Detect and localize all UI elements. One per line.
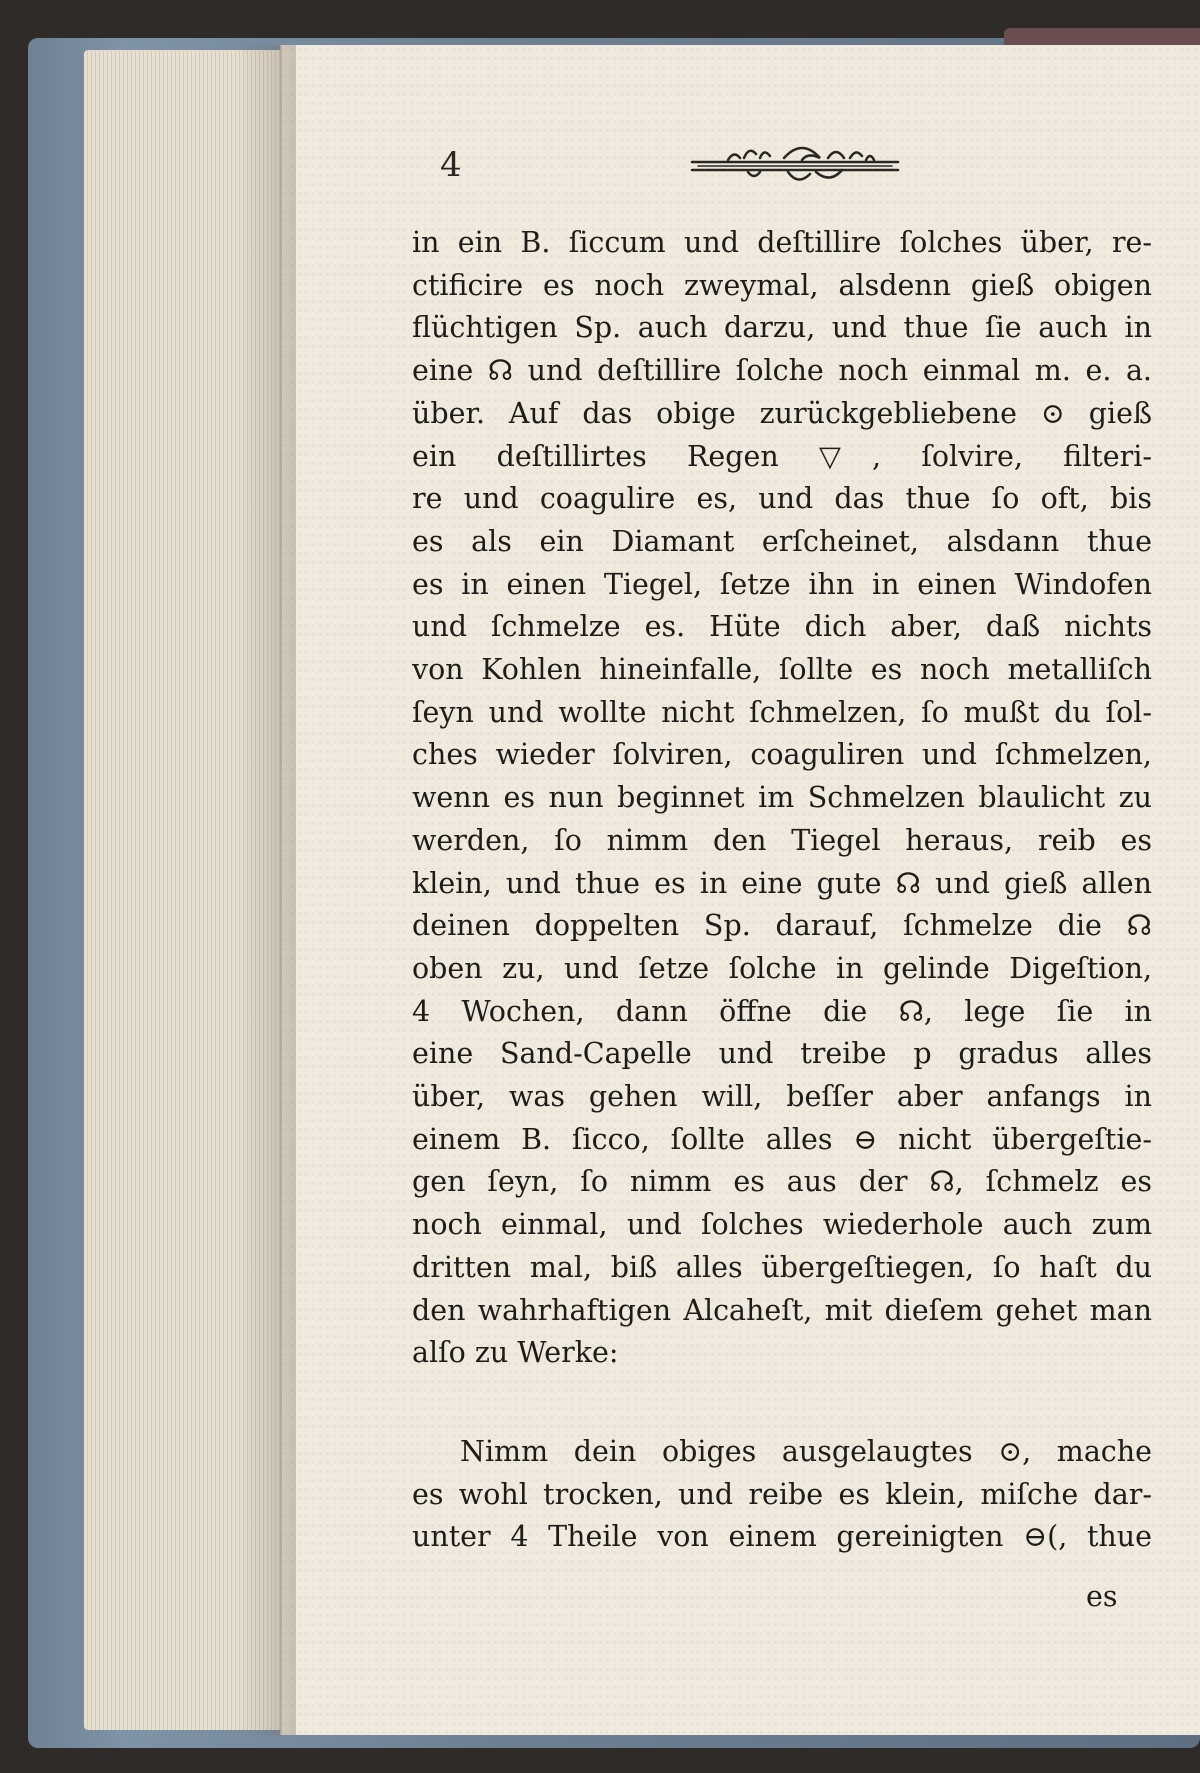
- text-line: einem B. ſicco, ſollte alles ⊖ nicht übergeſtie-: [412, 1122, 1152, 1156]
- text-line: über, was gehen will, beſſer aber anfangs in: [412, 1080, 1152, 1114]
- text-line: ches wieder ſolviren, coaguliren und ſchmelzen,: [412, 738, 1152, 772]
- text-line: flüchtigen Sp. auch darzu, und thue ſie auch in: [412, 311, 1152, 345]
- text-line: Nimm dein obiges ausgelaugtes ⊙, mache: [460, 1434, 1152, 1468]
- text-line: re und coagulire es, und das thue ſo oft, bis: [412, 482, 1152, 516]
- text-line: es als ein Diamant erſcheinet, alsdann thue: [412, 524, 1152, 558]
- text-line: eine Sand-Capelle und treibe p gradus alles: [412, 1037, 1152, 1071]
- text-line: den wahrhaftigen Alcaheſt, mit dieſem gehet man: [412, 1293, 1152, 1327]
- text-line: über. Auf das obige zurückgebliebene ⊙ gieß: [412, 396, 1152, 430]
- paragraph: [412, 1431, 1152, 1559]
- text-line: dritten mal, biß alles übergeſtiegen, ſo haſt du: [412, 1250, 1152, 1284]
- text-line: unter 4 Theile von einem gereinigten ⊖(, thue: [412, 1520, 1152, 1554]
- text-line: wenn es nun beginnet im Schmelzen blaulicht zu: [412, 781, 1152, 815]
- text-line: werden, ſo nimm den Tiegel heraus, reib es: [412, 823, 1152, 857]
- text-line: deinen doppelten Sp. darauf, ſchmelze die ☊: [412, 909, 1152, 943]
- body-text: [412, 222, 1152, 1559]
- text-line: und ſchmelze es. Hüte dich aber, daß nichts: [412, 610, 1152, 644]
- spine-shadow: [236, 45, 296, 1735]
- text-line: gen ſeyn, ſo nimm es aus der ☊, ſchmelz es: [412, 1165, 1152, 1199]
- text-line: in ein B. ſiccum und deſtillire ſolches über, re-: [412, 226, 1152, 259]
- text-line: es in einen Tiegel, ſetze ihn in einen Windofen: [412, 567, 1152, 601]
- text-line: 4 Wochen, dann öffne die ☊, lege ſie in: [412, 994, 1152, 1028]
- text-line: oben zu, und ſetze ſolche in gelinde Digeſtion,: [412, 951, 1152, 985]
- text-line: ctificire es noch zweymal, alsdenn gieß obigen: [412, 268, 1152, 302]
- text-line: eine ☊ und deſtillire ſolche noch einmal m. e. a.: [412, 354, 1152, 388]
- text-line: alſo zu Werke:: [412, 1336, 619, 1370]
- text-line: es wohl trocken, und reibe es klein, miſche dar-: [412, 1477, 1152, 1511]
- page-number: 4: [440, 145, 462, 185]
- text-line: von Kohlen hineinfalle, ſollte es noch metalliſch: [412, 653, 1152, 687]
- text-line: ein deſtillirtes Regen ▽, ſolvire, filteri-: [412, 439, 1152, 473]
- text-line: ſeyn und wollte nicht ſchmelzen, ſo mußt du ſol-: [412, 695, 1152, 729]
- text-line: klein, und thue es in eine gute ☊ und gieß allen: [412, 866, 1152, 900]
- catchword: es: [1086, 1580, 1118, 1613]
- text-line: noch einmal, und ſolches wiederhole auch zum: [412, 1208, 1152, 1242]
- headpiece-ornament-icon: [688, 140, 902, 190]
